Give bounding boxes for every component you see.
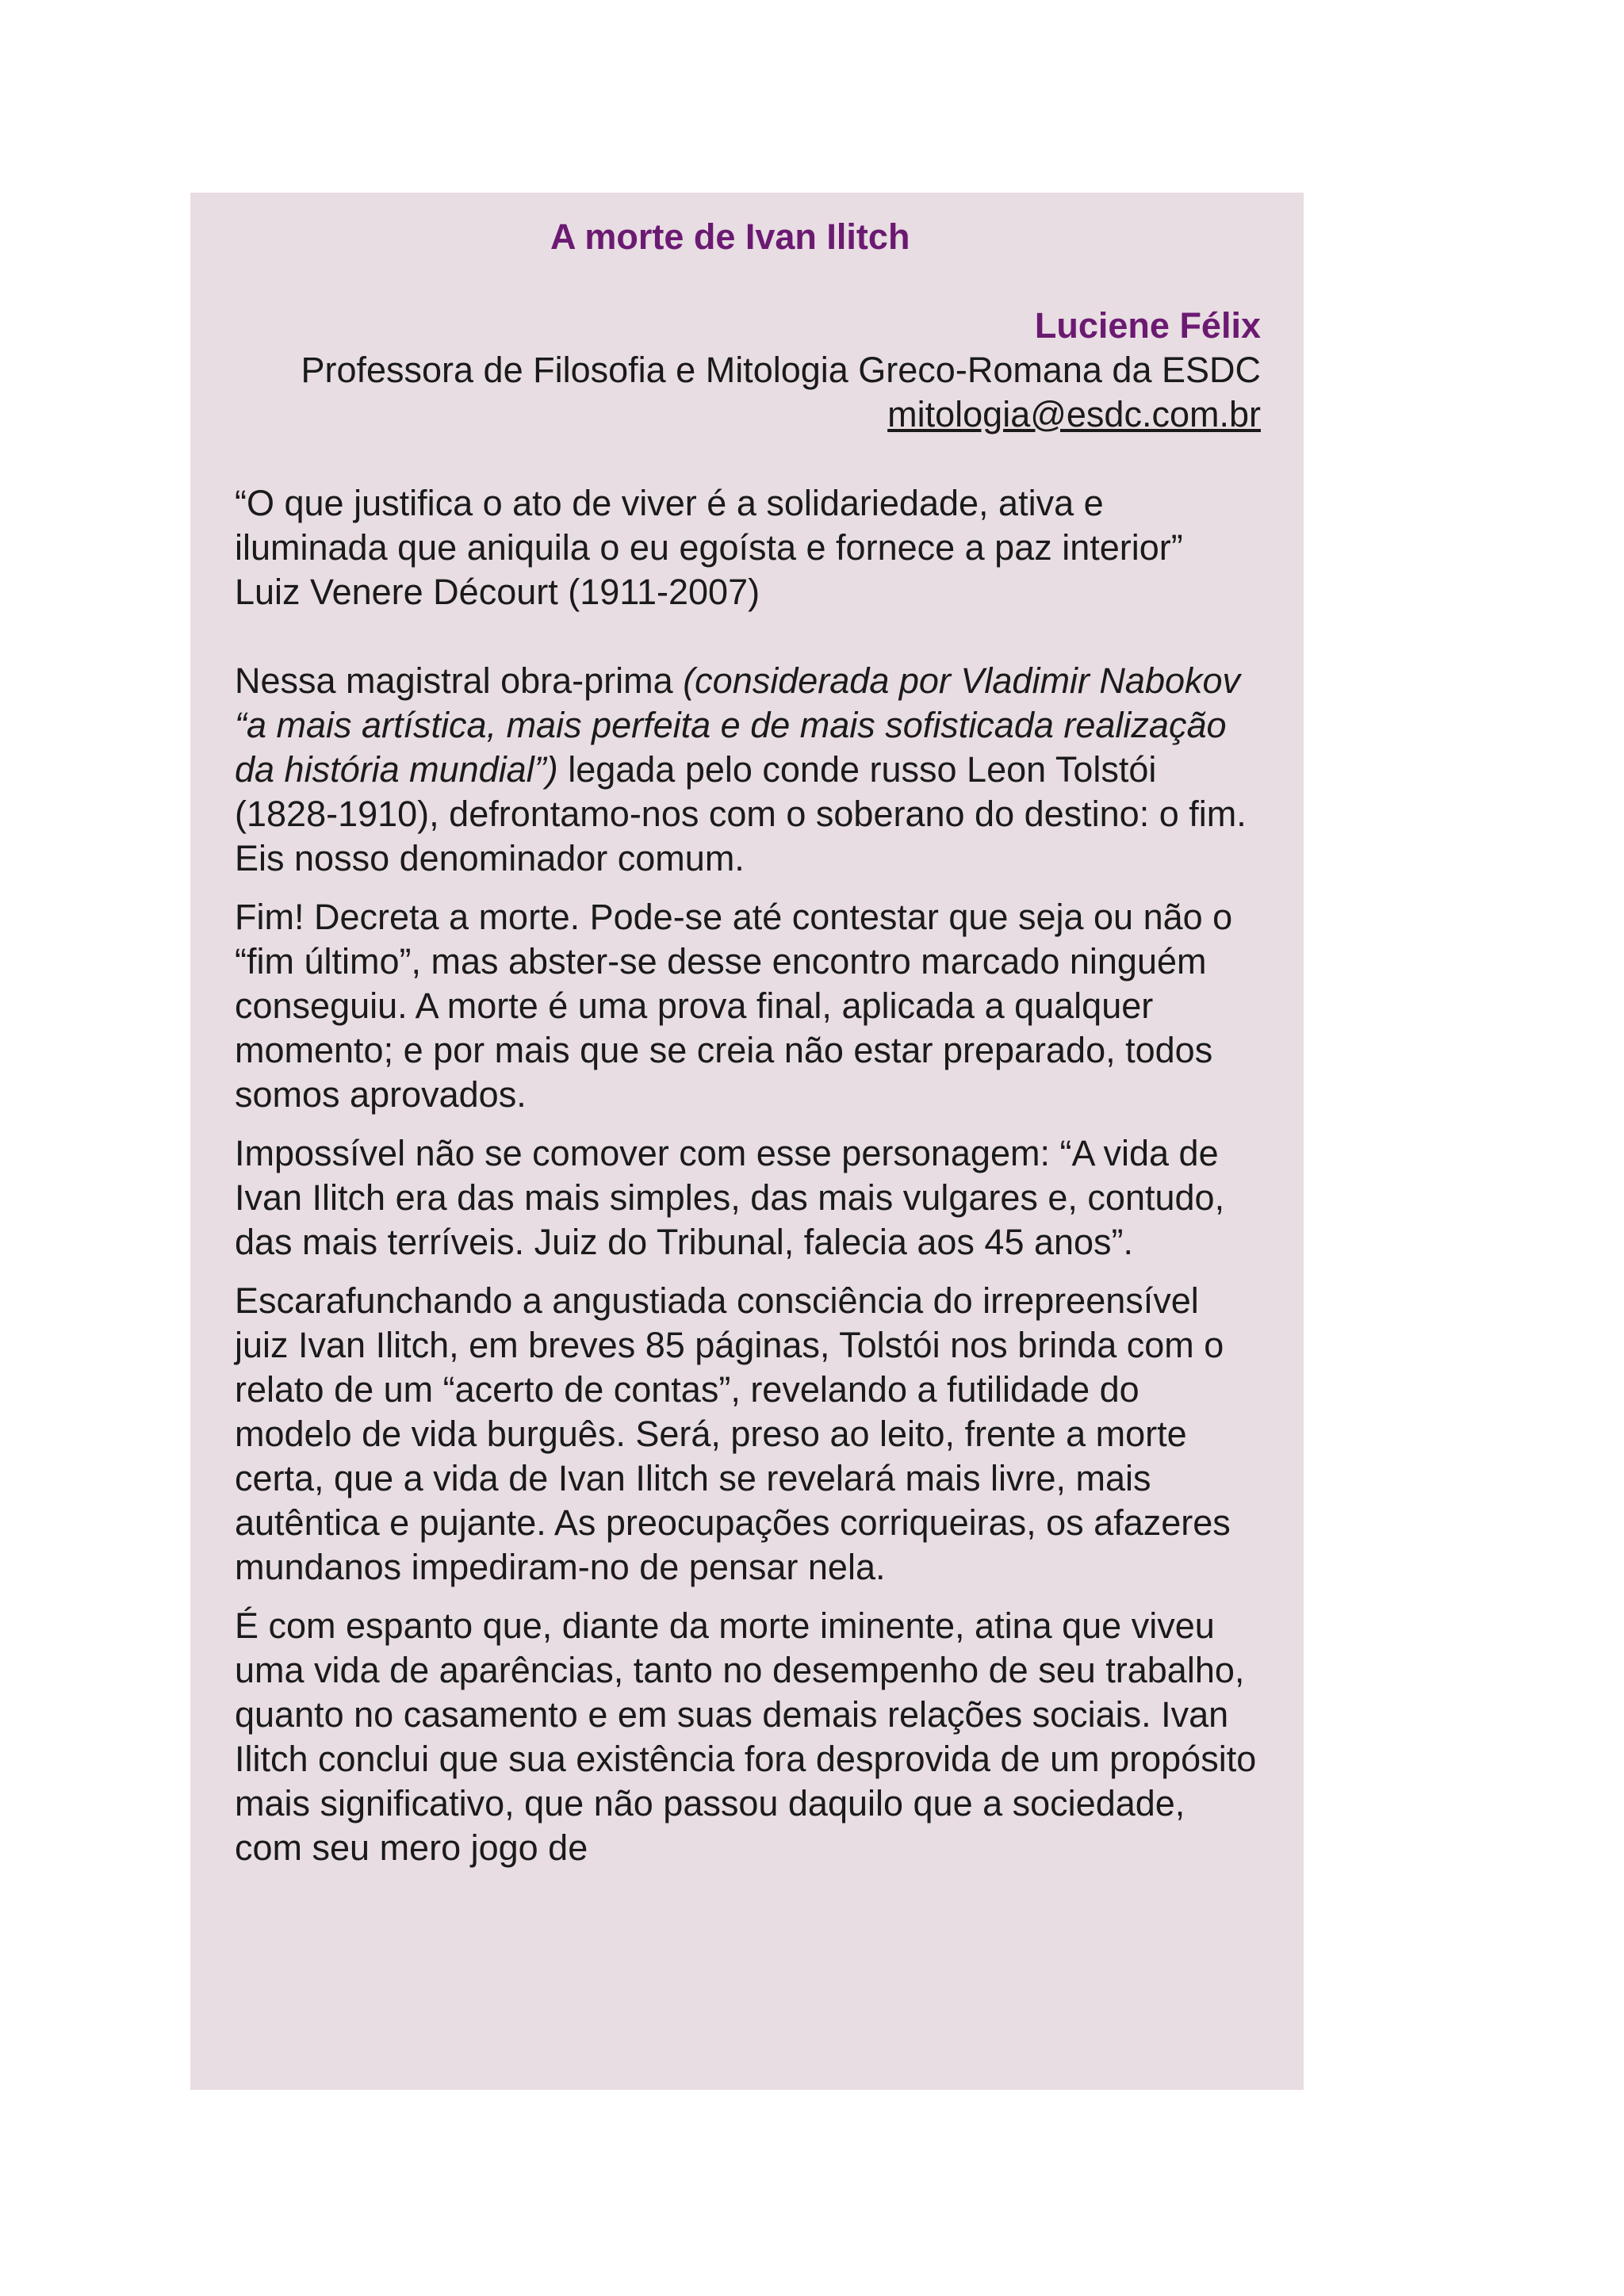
paragraph-1-start: Nessa magistral obra-prima [235, 660, 684, 701]
paragraph-2: Fim! Decreta a morte. Pode-se até contestar que seja ou não o “fim último”, mas abster-se desse encontro marcado ninguém conseguiu. A morte é uma prova final, aplicada a qualquer momento; e por mais que se creia não estar preparado, todos somos aprovados. [235, 897, 1233, 1115]
author-name: Luciene Félix [1034, 305, 1261, 346]
paragraph-3: Impossível não se comover com esse personagem: “A vida de Ivan Ilitch era das mais simples, das mais vulgares e, contudo, das mais terríveis. Juiz do Tribunal, falecia aos 45 anos”. [235, 1133, 1225, 1262]
document-content [235, 193, 1261, 1885]
paragraph-1 [235, 659, 1261, 881]
paragraph-5: É com espanto que, diante da morte iminente, atina que viveu uma vida de aparências, tanto no desempenho de seu trabalho, quanto no casamento e em suas demais relações sociais. Ivan Ilitch conclui que sua existência fora desprovida de um propósito mais significativo, que não passou daquilo que a sociedade, com seu mero jogo de [235, 1605, 1257, 1868]
document-panel [190, 193, 1304, 2090]
paragraph-1-end: legada pelo conde russo Leon Tolstói (1828-1910), defrontamo-nos com o soberano do destino: o fim. Eis nosso denominador comum. [235, 749, 1247, 878]
article-body [235, 659, 1261, 1870]
author-email-link[interactable]: mitologia@esdc.com.br [887, 394, 1261, 434]
epigraph-author: Luiz Venere Décourt (1911-2007) [235, 572, 760, 612]
author-block [235, 304, 1261, 437]
paragraph-1-italic: (considerada por Vladimir Nabokov “a mais artística, mais perfeita e de mais sofisticada realização da história mundial”) [235, 660, 1241, 790]
paragraph-4: Escarafunchando a angustiada consciência do irrepreensível juiz Ivan Ilitch, em breves 85 páginas, Tolstói nos brinda com o relato de um “acerto de contas”, revelando a futilidade do modelo de vida burguês. Será, preso ao leito, frente a morte certa, que a vida de Ivan Ilitch se revelará mais livre, mais autêntica e pujante. As preocupações corriqueiras, os afazeres mundanos impediram-no de pensar nela. [235, 1280, 1231, 1587]
epigraph [235, 481, 1261, 614]
document-title: A morte de Ivan Ilitch [550, 216, 910, 257]
epigraph-text: “O que justifica o ato de viver é a solidariedade, ativa e iluminada que aniquila o eu egoísta e fornece a paz interior” [235, 483, 1183, 568]
author-role: Professora de Filosofia e Mitologia Greco-Romana da ESDC [301, 350, 1261, 390]
